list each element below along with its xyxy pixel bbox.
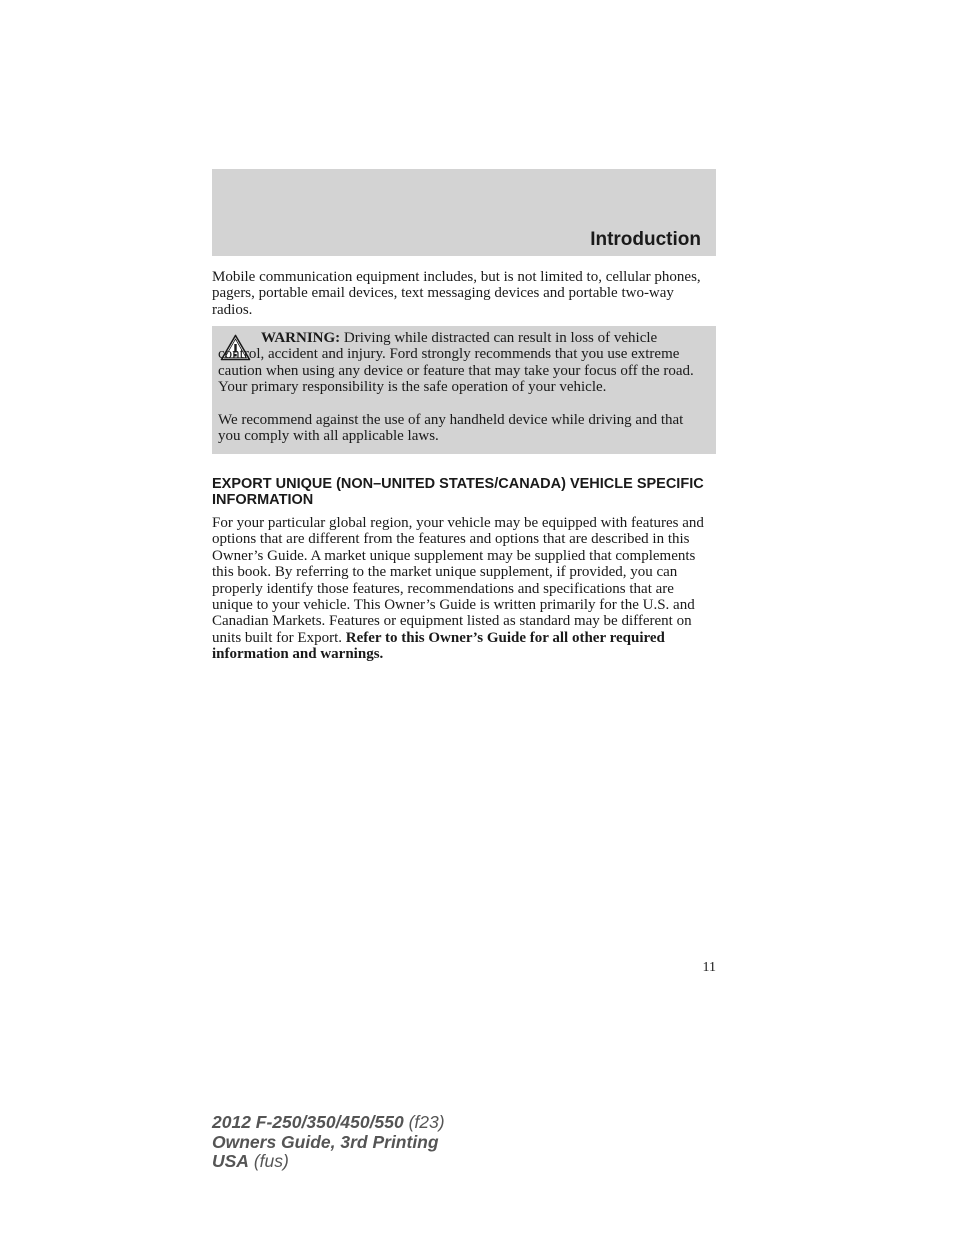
- footer-line-1: [212, 1113, 445, 1133]
- warning-recommendation: We recommend against the use of any handheld device while driving and that you comply with all applicable laws.: [218, 412, 684, 445]
- export-paragraph-text: For your particular global region, your vehicle may be equipped with features and options that are different from the features and options that are described in this Owner’s Guide. A market unique supplement may be supplied that complements this book. By referring to the market unique supplement, if provided, you can properly identify those features, recommendations and specifications that are unique to your vehicle. This Owner’s Guide is written primarily for the U.S. and Canadian Markets. Features or equipment listed as standard may be different on units built for Export.: [212, 515, 704, 646]
- footer-model: 2012 F-250/350/450/550: [212, 1112, 404, 1132]
- footer-edition: Owners Guide, 3rd Printing: [212, 1131, 439, 1152]
- footer-line-3: [212, 1152, 445, 1172]
- footer-market-code: (fus): [253, 1151, 289, 1171]
- footer-model-code: (f23): [408, 1112, 445, 1132]
- warning-label: WARNING:: [261, 330, 341, 346]
- section-heading: EXPORT UNIQUE (NON–UNITED STATES/CANADA) VEHICLE SPECIFIC INFORMATION: [212, 476, 704, 508]
- page-number: 11: [702, 960, 716, 975]
- warning-box: [212, 326, 716, 454]
- footer-market: USA: [212, 1151, 249, 1171]
- warning-text: [218, 330, 706, 396]
- footer-line-2: [212, 1133, 445, 1153]
- export-paragraph-bold: Refer to this Owner’s Guide for all other required information and warnings.: [212, 629, 665, 663]
- warning-body: Driving while distracted can result in loss of vehicle control, accident and injury. Ford strongly recommends that you use extreme caution when using any device or feature that may take your focus off the road. Your primary responsibility is the safe operation of your vehicle.: [218, 330, 694, 396]
- intro-paragraph: Mobile communication equipment includes, but is not limited to, cellular phones, pagers, portable email devices, text messaging devices and portable two-way radios.: [212, 269, 701, 318]
- section-header-band: [212, 169, 716, 256]
- export-paragraph: [212, 515, 716, 663]
- footer: [212, 1113, 445, 1172]
- section-title: Introduction: [590, 229, 701, 250]
